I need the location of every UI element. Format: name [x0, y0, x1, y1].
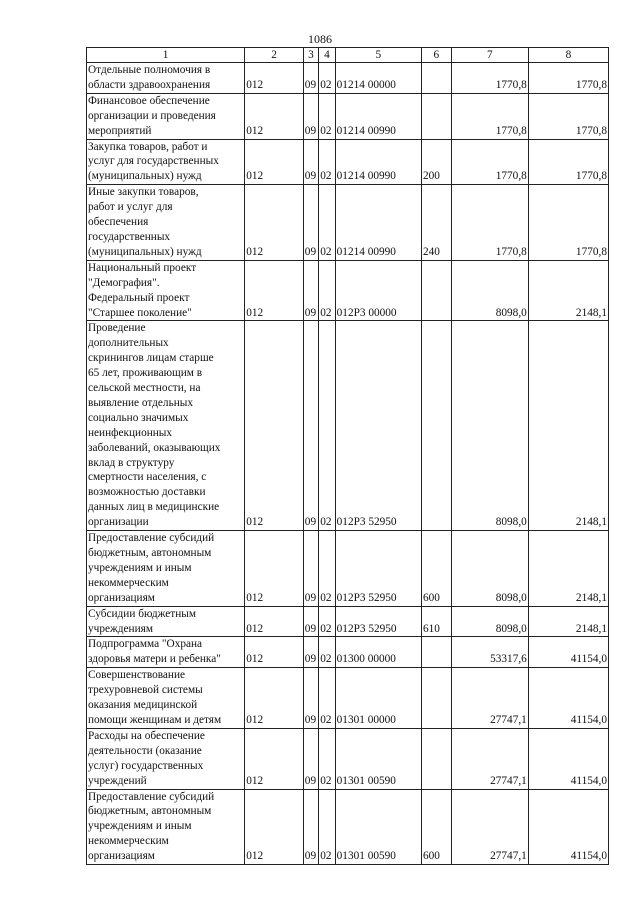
admin-code-cell: 012	[245, 321, 304, 531]
section-cell: 09	[303, 63, 318, 94]
table-row	[87, 606, 609, 637]
amount-cell-1: 27747,1	[451, 789, 528, 865]
row-name-cell: Закупка товаров, работ и услуг для государственных (муниципальных) нужд	[87, 139, 245, 185]
admin-code-cell: 012	[245, 789, 304, 865]
section-cell: 09	[303, 637, 318, 668]
table-row	[87, 531, 609, 607]
expense-type-cell	[421, 260, 451, 321]
amount-cell-1: 1770,8	[451, 93, 528, 139]
section-cell: 09	[303, 321, 318, 531]
target-article-cell: 012P3 52950	[335, 321, 421, 531]
row-name-cell: Субсидии бюджетным учреждениям	[87, 606, 245, 637]
admin-code-cell: 012	[245, 637, 304, 668]
expense-type-cell	[421, 668, 451, 729]
expense-type-cell	[421, 728, 451, 789]
expense-type-cell	[421, 63, 451, 94]
table-row	[87, 139, 609, 185]
subsection-cell: 02	[319, 185, 335, 261]
section-cell: 09	[303, 668, 318, 729]
amount-cell-1: 8098,0	[451, 260, 528, 321]
section-cell: 09	[303, 531, 318, 607]
amount-cell-2: 1770,8	[528, 139, 608, 185]
budget-table	[86, 47, 609, 865]
section-cell: 09	[303, 260, 318, 321]
subsection-cell: 02	[319, 789, 335, 865]
expense-type-cell: 600	[421, 789, 451, 865]
amount-cell-2: 2148,1	[528, 260, 608, 321]
section-cell: 09	[303, 789, 318, 865]
amount-cell-2: 2148,1	[528, 531, 608, 607]
subsection-cell: 02	[319, 668, 335, 729]
amount-cell-2: 41154,0	[528, 789, 608, 865]
page-number: 1086	[308, 32, 332, 46]
column-header: 8	[528, 48, 608, 63]
amount-cell-1: 53317,6	[451, 637, 528, 668]
table-row	[87, 321, 609, 531]
admin-code-cell: 012	[245, 63, 304, 94]
row-name-cell: Финансовое обеспечение организации и проведения мероприятий	[87, 93, 245, 139]
table-row	[87, 668, 609, 729]
table-row	[87, 63, 609, 94]
expense-type-cell: 240	[421, 185, 451, 261]
amount-cell-1: 8098,0	[451, 606, 528, 637]
amount-cell-2: 41154,0	[528, 668, 608, 729]
admin-code-cell: 012	[245, 185, 304, 261]
column-header: 2	[245, 48, 304, 63]
target-article-cell: 01301 00590	[335, 789, 421, 865]
amount-cell-2: 2148,1	[528, 606, 608, 637]
subsection-cell: 02	[319, 321, 335, 531]
target-article-cell: 012P3 00000	[335, 260, 421, 321]
section-cell: 09	[303, 93, 318, 139]
column-header: 7	[451, 48, 528, 63]
admin-code-cell: 012	[245, 93, 304, 139]
column-header: 5	[335, 48, 421, 63]
amount-cell-1: 1770,8	[451, 185, 528, 261]
amount-cell-1: 1770,8	[451, 139, 528, 185]
expense-type-cell	[421, 93, 451, 139]
amount-cell-2: 1770,8	[528, 63, 608, 94]
table-row	[87, 789, 609, 865]
amount-cell-2: 41154,0	[528, 728, 608, 789]
row-name-cell: Национальный проект "Демография". Федеральный проект "Старшее поколение"	[87, 260, 245, 321]
row-name-cell: Иные закупки товаров, работ и услуг для обеспечения государственных (муниципальных) нужд	[87, 185, 245, 261]
table-row	[87, 93, 609, 139]
section-cell: 09	[303, 606, 318, 637]
target-article-cell: 01301 00000	[335, 668, 421, 729]
expense-type-cell	[421, 637, 451, 668]
column-header: 3	[303, 48, 318, 63]
header-row	[87, 48, 609, 63]
admin-code-cell: 012	[245, 260, 304, 321]
target-article-cell: 012P3 52950	[335, 531, 421, 607]
table-body	[87, 63, 609, 865]
row-name-cell: Отдельные полномочия в области здравоохранения	[87, 63, 245, 94]
subsection-cell: 02	[319, 531, 335, 607]
table-row	[87, 728, 609, 789]
amount-cell-1: 27747,1	[451, 728, 528, 789]
target-article-cell: 01214 00990	[335, 93, 421, 139]
target-article-cell: 01214 00000	[335, 63, 421, 94]
row-name-cell: Расходы на обеспечение деятельности (оказание услуг) государственных учреждений	[87, 728, 245, 789]
expense-type-cell	[421, 321, 451, 531]
row-name-cell: Подпрограмма "Охрана здоровья матери и ребенка"	[87, 637, 245, 668]
section-cell: 09	[303, 728, 318, 789]
table-row	[87, 260, 609, 321]
amount-cell-1: 27747,1	[451, 668, 528, 729]
subsection-cell: 02	[319, 93, 335, 139]
row-name-cell: Предоставление субсидий бюджетным, автономным учреждениям и иным некоммерческим организациям	[87, 531, 245, 607]
target-article-cell: 01214 00990	[335, 139, 421, 185]
expense-type-cell: 600	[421, 531, 451, 607]
amount-cell-2: 2148,1	[528, 321, 608, 531]
admin-code-cell: 012	[245, 139, 304, 185]
amount-cell-2: 41154,0	[528, 637, 608, 668]
target-article-cell: 012P3 52950	[335, 606, 421, 637]
amount-cell-2: 1770,8	[528, 185, 608, 261]
section-cell: 09	[303, 139, 318, 185]
amount-cell-2: 1770,8	[528, 93, 608, 139]
amount-cell-1: 1770,8	[451, 63, 528, 94]
admin-code-cell: 012	[245, 728, 304, 789]
expense-type-cell: 610	[421, 606, 451, 637]
amount-cell-1: 8098,0	[451, 321, 528, 531]
subsection-cell: 02	[319, 728, 335, 789]
column-header: 1	[87, 48, 245, 63]
admin-code-cell: 012	[245, 531, 304, 607]
admin-code-cell: 012	[245, 668, 304, 729]
row-name-cell: Совершенствование трехуровневой системы оказания медицинской помощи женщинам и детям	[87, 668, 245, 729]
subsection-cell: 02	[319, 63, 335, 94]
column-header: 6	[421, 48, 451, 63]
table-row	[87, 185, 609, 261]
target-article-cell: 01300 00000	[335, 637, 421, 668]
column-header: 4	[319, 48, 335, 63]
subsection-cell: 02	[319, 606, 335, 637]
row-name-cell: Предоставление субсидий бюджетным, автономным учреждениям и иным некоммерческим организациям	[87, 789, 245, 865]
amount-cell-1: 8098,0	[451, 531, 528, 607]
target-article-cell: 01301 00590	[335, 728, 421, 789]
section-cell: 09	[303, 185, 318, 261]
target-article-cell: 01214 00990	[335, 185, 421, 261]
admin-code-cell: 012	[245, 606, 304, 637]
subsection-cell: 02	[319, 260, 335, 321]
expense-type-cell: 200	[421, 139, 451, 185]
subsection-cell: 02	[319, 637, 335, 668]
row-name-cell: Проведение дополнительных скринингов лицам старше 65 лет, проживающим в сельской местности, на выявление отдельных социально значимых неинфекционных заболеваний, оказывающих вклад в структуру смертности населения, с возможностью доставки данных лиц в медицинские организации	[87, 321, 245, 531]
table-row	[87, 637, 609, 668]
subsection-cell: 02	[319, 139, 335, 185]
